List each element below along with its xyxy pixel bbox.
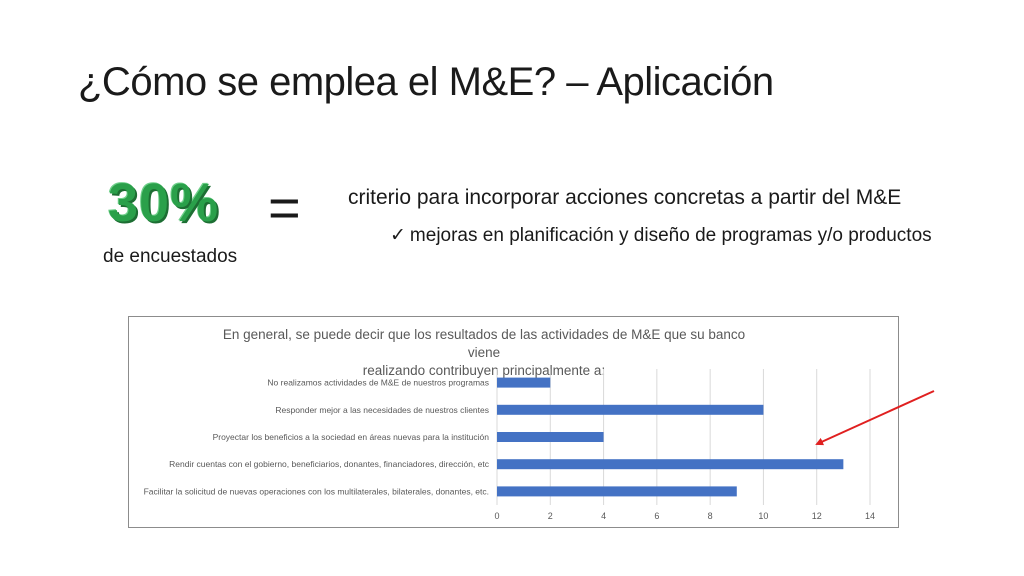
equals-sign: = — [268, 176, 301, 239]
x-tick-label: 0 — [494, 511, 500, 521]
checkmark-icon: ✓ — [390, 225, 406, 246]
bullet-text: mejoras en planificación y diseño de programas y/o productos — [409, 225, 932, 246]
x-tick-label: 2 — [547, 511, 553, 521]
criterion-text: criterio para incorporar acciones concretas a partir del M&E — [348, 186, 902, 209]
x-tick-label: 4 — [601, 511, 607, 521]
x-tick-label: 14 — [864, 511, 876, 521]
percent-figure: 30% — [108, 173, 220, 233]
chart-title-line-2: realizando contribuyen principalmente a: — [362, 363, 606, 378]
x-tick-label: 12 — [811, 511, 822, 521]
category-label: Facilitar la solicitud de nuevas operaciones con los multilaterales, bilaterales, donantes, etc. — [143, 486, 489, 497]
arrow-line — [817, 391, 934, 444]
chart-title-line-1: En general, se puede decir que los resultados de las actividades de M&E que su banco viene — [222, 327, 746, 360]
category-label: Responder mejor a las necesidades de nuestros clientes — [275, 404, 489, 415]
slide-title: ¿Cómo se emplea el M&E? – Aplicación — [78, 60, 774, 104]
category-label: No realizamos actividades de M&E de nuestros programas — [267, 377, 489, 388]
x-tick-label: 6 — [654, 511, 660, 521]
x-tick-label: 10 — [758, 511, 769, 521]
category-label: Rendir cuentas con el gobierno, beneficiarios, donantes, financiadores, dirección, etc — [169, 459, 489, 470]
percent-caption: de encuestados — [103, 246, 238, 267]
category-label: Proyectar los beneficios a la sociedad en áreas nuevas para la institución — [212, 432, 489, 442]
x-tick-label: 8 — [707, 511, 713, 521]
